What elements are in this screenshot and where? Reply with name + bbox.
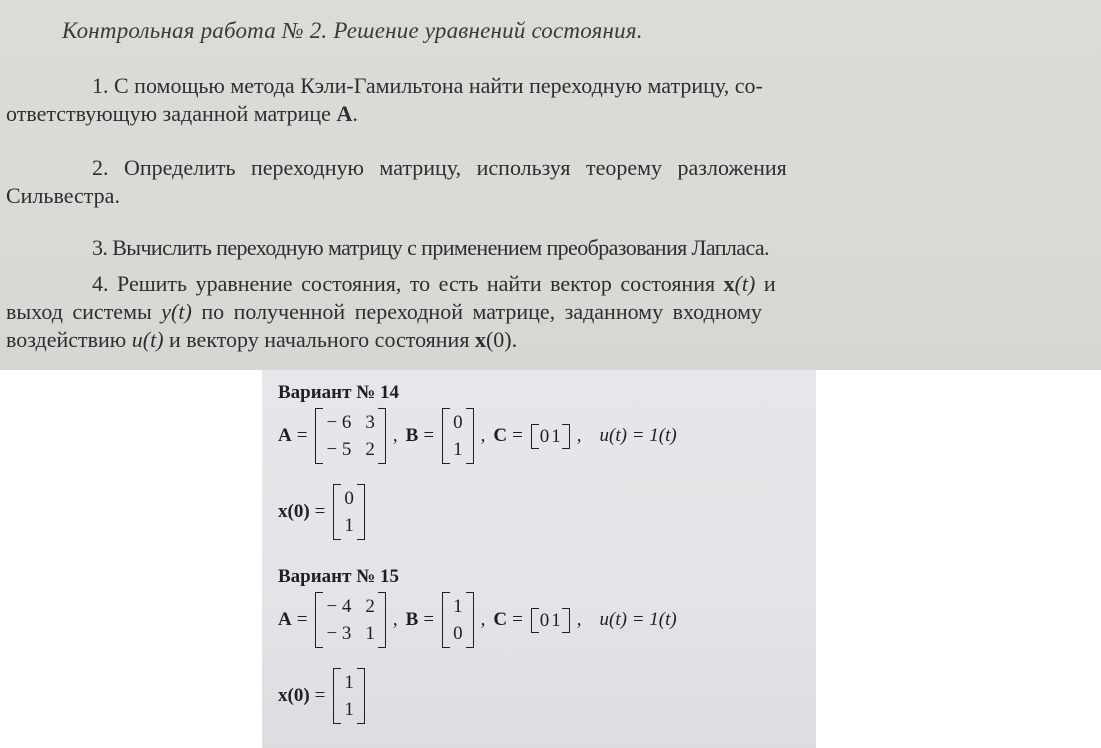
matrix-cell: − 6 <box>326 412 352 433</box>
left-bracket <box>333 484 341 540</box>
equals-sign: = <box>423 609 435 630</box>
input-signal: u(t) = 1(t) <box>599 609 677 630</box>
right-bracket <box>378 592 386 648</box>
task-2-line-2: Сильвестра. <box>6 183 120 208</box>
variant-15-matrices <box>278 592 677 648</box>
equals-sign: = <box>512 425 523 446</box>
state-vector-arg: (t) <box>734 271 756 296</box>
task-4-line-1 <box>6 270 1094 298</box>
task-2 <box>6 154 1094 210</box>
comma: , <box>392 425 398 446</box>
equals-sign: = <box>296 609 308 630</box>
matrix-cell: 2 <box>365 596 375 617</box>
matrix-a-label: A <box>278 609 292 630</box>
task-4-line-2 <box>6 298 1094 326</box>
variant-15-title: Вариант № 15 <box>278 566 400 587</box>
left-bracket <box>531 608 539 633</box>
matrix-b-cells <box>450 592 466 648</box>
right-bracket <box>357 484 365 540</box>
task-2-line-1: 2. Определить переходную матрицу, используя теорему разложения <box>92 155 787 180</box>
matrix-cell: 1 <box>453 439 463 460</box>
task-4-text: воздействию <box>6 327 132 352</box>
input-symbol: u <box>131 327 143 352</box>
task-4 <box>6 270 1094 354</box>
matrix-c-label: C <box>493 425 508 446</box>
output-arg: (t) <box>171 299 192 324</box>
left-bracket <box>442 408 450 464</box>
right-bracket <box>466 592 474 648</box>
initial-state-vector <box>333 484 365 540</box>
matrix-cell: 1 <box>453 596 463 617</box>
equals-sign: = <box>296 425 308 446</box>
matrix-c-label: C <box>493 609 508 630</box>
matrix-a-label: A <box>278 425 292 446</box>
comma: , <box>480 425 486 446</box>
matrix-a-cells <box>323 408 377 464</box>
matrix-cell: 1 <box>365 623 375 644</box>
right-bracket <box>357 668 365 724</box>
matrix-cell: 0 <box>453 623 463 644</box>
comma: , <box>576 609 582 630</box>
matrix-cell: 0 <box>539 425 550 447</box>
matrix-a <box>315 592 385 648</box>
matrix-cell: 1 <box>551 425 561 447</box>
vector-cell: 1 <box>344 515 354 536</box>
variant-14-initial-state <box>278 484 368 540</box>
matrix-cell: 1 <box>551 609 561 631</box>
matrix-cell: 0 <box>453 412 463 433</box>
equals-sign: = <box>423 425 435 446</box>
equals-sign: = <box>512 609 523 630</box>
task-1-text: ответствующую заданной матрице <box>6 101 337 126</box>
comma: , <box>576 425 582 446</box>
assignment-heading: Контрольная работа № 2. Решение уравнений состояния. <box>62 18 643 43</box>
matrix-cell: 2 <box>365 439 375 460</box>
matrix-b-label: B <box>405 609 419 630</box>
comma: , <box>480 609 486 630</box>
right-bracket <box>562 608 570 633</box>
variants-photo <box>262 370 816 748</box>
task-4-text: по полученной переходной матрице, заданному входному <box>191 299 762 324</box>
task-4-text: 4. Решить уравнение состояния, то есть найти вектор состояния <box>92 271 724 296</box>
variant-14-matrices <box>278 408 677 464</box>
right-bracket <box>378 408 386 464</box>
task-1-line-1: 1. С помощью метода Кэли-Гамильтона найти переходную матрицу, со- <box>92 73 763 98</box>
matrix-cell: − 5 <box>326 439 352 460</box>
matrix-c-cells <box>539 424 562 449</box>
left-bracket <box>333 668 341 724</box>
vector-cell: 0 <box>344 488 354 509</box>
matrix-b <box>442 592 474 648</box>
vector-cell: 1 <box>344 699 354 720</box>
vector-cell: 1 <box>344 672 354 693</box>
assignment-text-photo <box>0 0 1101 370</box>
variant-14-title: Вариант № 14 <box>278 382 400 403</box>
task-4-text: выход системы <box>6 299 162 324</box>
matrix-cell: − 3 <box>326 623 352 644</box>
matrix-cell: 3 <box>365 412 375 433</box>
matrix-cell: 0 <box>539 609 550 631</box>
task-3 <box>6 234 1094 262</box>
comma: , <box>392 609 398 630</box>
right-bracket <box>562 424 570 449</box>
initial-state-symbol: x <box>474 327 486 352</box>
vector-cells <box>341 484 357 540</box>
matrix-b-label: B <box>405 425 419 446</box>
matrix-c <box>531 424 570 449</box>
input-signal: u(t) = 1(t) <box>599 425 677 446</box>
right-bracket <box>466 408 474 464</box>
left-bracket <box>315 592 323 648</box>
vector-cells <box>341 668 357 724</box>
initial-state-label: x(0) <box>278 685 310 706</box>
initial-state-vector <box>333 668 365 724</box>
task-4-line-3 <box>6 326 1094 354</box>
variant-15-initial-state <box>278 668 368 724</box>
left-bracket <box>531 424 539 449</box>
matrix-a-symbol: A <box>336 101 353 126</box>
output-symbol: y <box>161 299 172 324</box>
equals-sign: = <box>314 685 326 706</box>
task-1 <box>6 72 1094 128</box>
task-3-line-1: 3. Вычислить переходную матрицу с применением преобразования Лапласа. <box>92 235 769 260</box>
matrix-a-cells <box>323 592 377 648</box>
matrix-cell: − 4 <box>326 596 352 617</box>
state-vector-symbol: x <box>723 271 735 296</box>
left-bracket <box>315 408 323 464</box>
input-arg: (t) <box>142 327 164 352</box>
task-1-period: . <box>352 101 358 126</box>
matrix-b <box>442 408 474 464</box>
left-bracket <box>442 592 450 648</box>
initial-state-label: x(0) <box>278 501 310 522</box>
initial-state-arg: (0). <box>485 327 518 352</box>
equals-sign: = <box>314 501 326 522</box>
task-1-line-2 <box>6 100 1094 128</box>
matrix-c-cells <box>539 608 562 633</box>
matrix-c <box>531 608 570 633</box>
task-4-conj: и <box>755 271 776 296</box>
matrix-a <box>315 408 385 464</box>
task-4-text: и вектору начального состояния <box>163 327 475 352</box>
matrix-b-cells <box>450 408 466 464</box>
